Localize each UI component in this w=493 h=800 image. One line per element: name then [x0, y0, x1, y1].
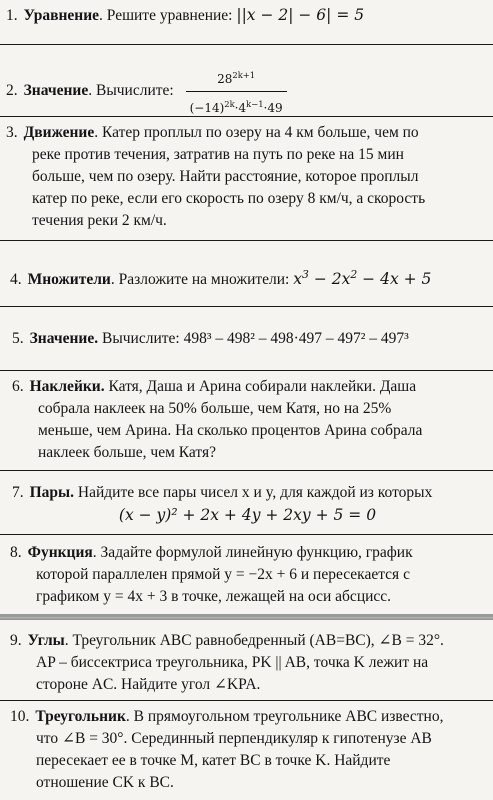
fraction-denominator: $(-14)^{2k}\cdot 4^{k-1}\cdot 49$: [186, 91, 287, 119]
problem-title: Уравнение: [23, 7, 100, 24]
problem-text: . Разложите на множители:: [110, 271, 290, 289]
divider: [0, 534, 493, 535]
problem-text: собрала наклеек на 50% больше, чем Катя, но на 25%: [38, 400, 392, 417]
problem-text: Найдите все пары чисел x и y, для каждой из которых: [74, 484, 433, 501]
problem-number: 5.: [12, 330, 24, 347]
problem-text: AP – биссектриса треугольника, PK || AB, точка K лежит на: [36, 654, 429, 671]
problem-formula: (x − y)² + 2x + 4y + 2xy + 5 = 0: [118, 506, 377, 524]
problem-4: [0, 264, 493, 291]
divider: [0, 240, 493, 241]
problem-title: Треугольник: [35, 708, 126, 725]
problem-text: отношение CK к BC.: [36, 774, 174, 791]
problem-number: 8.: [10, 544, 22, 561]
problem-text: стороне AC. Найдите угол ∠KPA.: [36, 676, 261, 693]
problem-text: . Катер проплыл по озеру на 4 км больше, чем по: [94, 124, 419, 141]
problem-text: наклеек больше, чем Катя?: [38, 444, 216, 461]
problem-text: течения реки 2 км/ч.: [32, 212, 167, 229]
problem-title: Движение: [23, 124, 95, 141]
problem-6: [0, 376, 493, 464]
problem-text: графиком y = 4x + 3 в точке, лежащей на оси абсцисс.: [36, 588, 392, 605]
fraction: [186, 64, 287, 119]
problem-text: . Вычислите:: [88, 82, 174, 100]
problem-text: что ∠B = 30°. Серединный перпендикуляр к гипотенузе AB: [36, 730, 432, 747]
divider: [0, 700, 493, 701]
divider: [0, 306, 493, 307]
problem-text: . Решите уравнение:: [99, 7, 233, 24]
problem-text: пересекает ее в точке M, катет BC в точке K. Найдите: [36, 752, 391, 769]
problem-title: Множители: [27, 271, 111, 289]
problem-10: [0, 706, 493, 794]
problem-8: [0, 542, 493, 608]
problem-text: меньше, чем Арина. На сколько процентов Арина собрала: [38, 422, 423, 439]
problem-title: Углы: [27, 632, 65, 649]
problem-number: 10.: [10, 708, 30, 725]
divider: [0, 614, 493, 620]
problem-5: [0, 328, 493, 350]
problem-text: . В прямоугольном треугольнике ABC известно,: [125, 708, 444, 725]
problem-text: катер по реке, если его скорость по озеру 8 км/ч, а скорость: [32, 190, 426, 207]
problem-title: Наклейки.: [29, 378, 105, 395]
problem-number: 6.: [12, 378, 24, 395]
problem-number: 3.: [6, 124, 18, 141]
problem-7: [0, 482, 493, 526]
problem-text: . Треугольник ABC равнобедренный (AB=BC), ∠B = 32°.: [64, 632, 444, 649]
divider: [0, 370, 493, 371]
problem-text: Вычислите:: [98, 330, 180, 347]
divider: [0, 44, 493, 45]
problem-9: [0, 630, 493, 696]
fraction-numerator: $28^{2k+1}$: [217, 70, 256, 86]
problem-text: больше, чем по озеру. Найти расстояние, которое проплыл: [32, 168, 419, 185]
problem-formula: ||x − 2| − 6| = 5: [236, 6, 365, 24]
problem-title: Значение: [23, 82, 89, 100]
problem-number: 7.: [12, 484, 24, 501]
problem-title: Пары.: [29, 484, 75, 501]
problem-text: Катя, Даша и Арина собирали наклейки. Даша: [104, 378, 417, 395]
divider: [0, 116, 493, 117]
problem-text: реке против течения, затратив на путь по реке на 15 мин: [32, 146, 404, 163]
problem-title: Значение.: [29, 330, 99, 347]
problem-number: 9.: [10, 632, 22, 649]
problem-number: 1.: [6, 7, 18, 24]
problem-1: [0, 4, 493, 27]
problem-formula: $x^3 - 2x^2 - 4x + 5$: [293, 268, 432, 289]
problem-text: . Задайте формулой линейную функцию, график: [92, 544, 413, 561]
divider: [0, 470, 493, 471]
problem-3: [0, 122, 493, 232]
problem-title: Функция: [27, 544, 93, 561]
problem-formula: 498³ – 498² – 498·497 – 497² – 497³: [183, 330, 409, 347]
problem-number: 4.: [10, 271, 22, 289]
problem-text: которой параллелен прямой y = −2x + 6 и пересекается с: [36, 566, 410, 583]
problem-number: 2.: [6, 82, 18, 100]
problem-2: [0, 64, 493, 119]
